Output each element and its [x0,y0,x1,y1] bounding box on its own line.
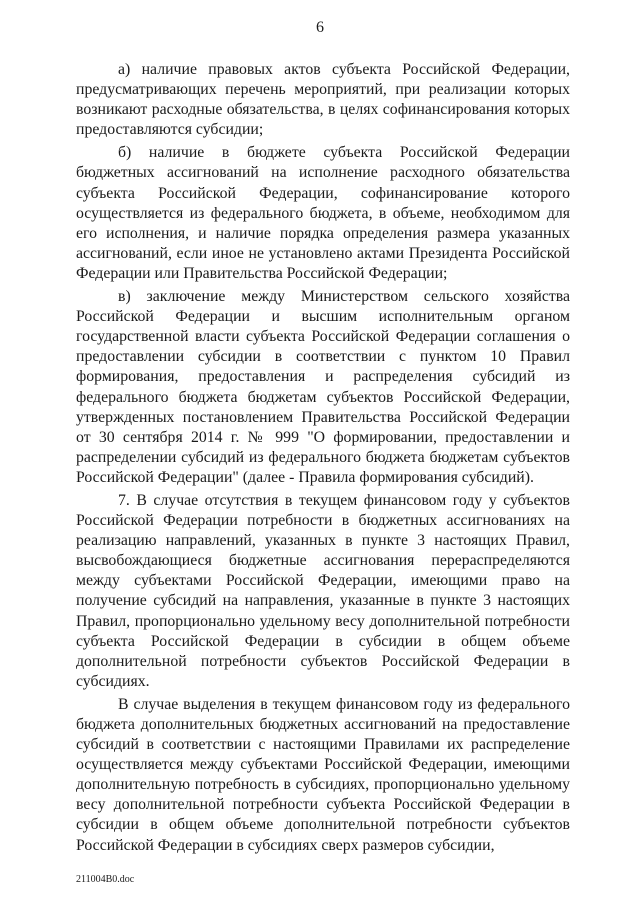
document-body [76,60,570,859]
paragraph-additional-allocation: В случае выделения в текущем финансовом году из федерального бюджета дополнительных бюджетных ассигнований на предоставление субсидий в соответствии с настоящими Правилами их распределение осуществляется между субъектами Российской Федерации, имеющими дополнительную потребность в субсидиях, пропорционально удельному весу дополнительной потребности субъекта Российской Федерации в субсидии в общем объеме дополнительной потребности субъектов Российской Федерации в субсидиях сверх размеров субсидии, [76,695,570,854]
document-file-code: 211004В0.doc [76,874,135,885]
page-number: 6 [316,19,324,36]
paragraph-b: б) наличие в бюджете субъекта Российской Федерации бюджетных ассигнований на исполнение расходного обязательства субъекта Российской Федерации, софинансирование которого осуществляется из федерального бюджета, в объеме, необходимом для его исполнения, и наличие порядка определения размера указанных ассигнований, если иное не установлено актами Президента Российской Федерации или Правительства Российской Федерации; [76,144,570,282]
paragraph-7: 7. В случае отсутствия в текущем финансовом году у субъектов Российской Федерации потребности в бюджетных ассигнованиях на реализацию направлений, указанных в пункте 3 настоящих Правил, высвобождающиеся бюджетные ассигнования перераспределяются между субъектами Российской Федерации, имеющими право на получение субсидий на направления, указанные в пункте 3 настоящих Правил, пропорционально удельному весу дополнительной потребности субъекта Российской Федерации в субсидии в общем объеме дополнительной потребности субъектов Российской Федерации в субсидиях. [76,491,570,690]
paragraph-a: а) наличие правовых актов субъекта Российской Федерации, предусматривающих перечень мероприятий, при реализации которых возникают расходные обязательства, в целях софинансирования которых предоставляются субсидии; [76,61,570,139]
paragraph-v: в) заключение между Министерством сельского хозяйства Российской Федерации и высшим исполнительным органом государственной власти субъекта Российской Федерации соглашения о предоставлении субсидии в соответствии с пунктом 10 Правил формирования, предоставления и распределения субсидий из федерального бюджета бюджетам субъектов Российской Федерации, утвержденных постановлением Правительства Российской Федерации от 30 сентября 2014 г. № 999 "О формировании, предоставлении и распределении субсидий из федерального бюджета бюджетам субъектов Российской Федерации" (далее - Правила формирования субсидий). [76,288,570,486]
